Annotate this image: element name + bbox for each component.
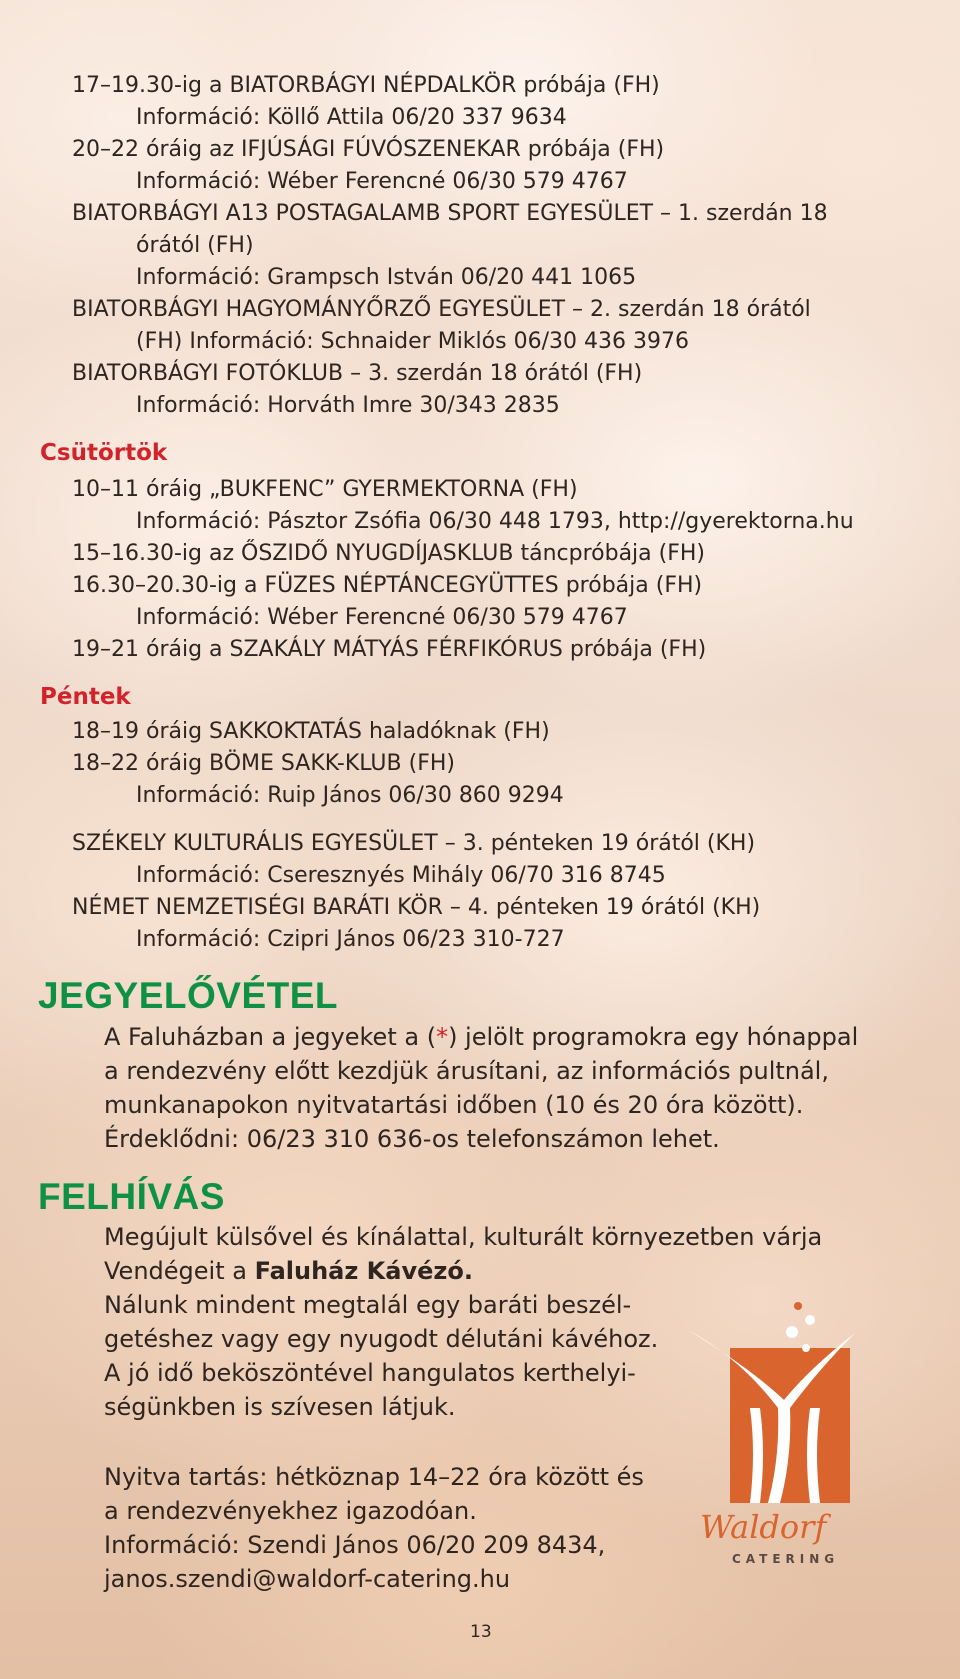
info-line: Információ: Pásztor Zsófia 06/30 448 1793, http://gyerektorna.hu [136, 509, 854, 534]
info-line: Információ: Wéber Ferencné 06/30 579 4767 [136, 605, 628, 630]
notice-line: A jó idő beköszöntével hangulatos kerthelyi- [104, 1359, 636, 1387]
star-marker: * [436, 1023, 449, 1051]
info-line: Információ: Ruip János 06/30 860 9294 [136, 783, 564, 808]
hours-line: a rendezvényekhez igazodóan. [104, 1497, 477, 1525]
notice-line: Nálunk mindent megtalál egy baráti beszél- [104, 1291, 632, 1319]
opening-hours [104, 1460, 644, 1596]
schedule-line: 15–16.30-ig az ŐSZIDŐ NYUGDÍJASKLUB táncpróbája (FH) [72, 541, 705, 566]
email-line: janos.szendi@waldorf-catering.hu [104, 1565, 511, 1593]
schedule-line: BIATORBÁGYI HAGYOMÁNYŐRZŐ EGYESÜLET – 2. szerdán 18 órától [72, 297, 811, 322]
info-line: Információ: Köllő Attila 06/20 337 9634 [136, 105, 567, 130]
schedule-line: 18–19 óráig SAKKOKTATÁS haladóknak (FH) [72, 719, 550, 744]
logo-bubble [802, 1344, 810, 1352]
tickets-heading: JEGYELŐVÉTEL [38, 975, 339, 1016]
info-line: Információ: Wéber Ferencné 06/30 579 4767 [136, 169, 628, 194]
friday-schedule-monthly [72, 828, 932, 956]
hours-line: Információ: Szendi János 06/20 209 8434, [104, 1531, 606, 1559]
logo-bubble [805, 1315, 815, 1325]
schedule-line: 18–22 óráig BÖME SAKK-KLUB (FH) [72, 751, 455, 776]
logo-bubble [794, 1302, 802, 1310]
notice-heading: FELHÍVÁS [38, 1176, 225, 1217]
page-number: 13 [470, 1622, 492, 1642]
schedule-line: 16.30–20.30-ig a FÜZES NÉPTÁNCEGYÜTTES próbája (FH) [72, 573, 703, 598]
notice-line: Vendégeit a Faluház Kávézó. [104, 1257, 473, 1285]
tickets-line: Érdeklődni: 06/23 310 636-os telefonszámon lehet. [104, 1125, 720, 1153]
schedule-line: SZÉKELY KULTURÁLIS EGYESÜLET – 3. pénteken 19 órától (KH) [72, 831, 756, 856]
schedule-line: 10–11 óráig „BUKFENC” GYERMEKTORNA (FH) [72, 477, 578, 502]
schedule-line: BIATORBÁGYI FOTÓKLUB – 3. szerdán 18 órától (FH) [72, 361, 643, 386]
friday-schedule [72, 716, 932, 812]
logo-subtitle: CATERING [732, 1552, 840, 1566]
info-line: Információ: Cseresznyés Mihály 06/70 316 8745 [136, 863, 666, 888]
tickets-line: a rendezvény előtt kezdjük árusítani, az információs pultnál, [104, 1057, 829, 1085]
wednesday-schedule [72, 70, 932, 422]
schedule-line: 19–21 óráig a SZAKÁLY MÁTYÁS FÉRFIKÓRUS próbája (FH) [72, 637, 707, 662]
schedule-line: NÉMET NEMZETISÉGI BARÁTI KÖR – 4. pénteken 19 órától (KH) [72, 895, 761, 920]
logo-bubble [786, 1326, 798, 1338]
schedule-line: 17–19.30-ig a BIATORBÁGYI NÉPDALKÖR próbája (FH) [72, 73, 660, 98]
schedule-line: 20–22 óráig az IFJÚSÁGI FÚVÓSZENEKAR próbája (FH) [72, 137, 665, 162]
thursday-schedule [72, 474, 932, 666]
tickets-first-line: A Faluházban a jegyeket a (*) jelölt programokra egy hónappal [104, 1023, 859, 1051]
tickets-paragraph [104, 1020, 858, 1156]
logo-name: Waldorf [700, 1508, 827, 1546]
info-line: Információ: Horváth Imre 30/343 2835 [136, 393, 560, 418]
schedule-line-cont: órától (FH) [136, 233, 254, 258]
day-title-thursday: Csütörtök [40, 440, 168, 466]
info-line: Információ: Czipri János 06/23 310-727 [136, 927, 565, 952]
tickets-line: munkanapokon nyitvatartási időben (10 és 20 óra között). [104, 1091, 804, 1119]
notice-line: ségünkben is szívesen látjuk. [104, 1393, 456, 1421]
info-line: (FH) Információ: Schnaider Miklós 06/30 436 3976 [136, 329, 689, 354]
schedule-line: BIATORBÁGYI A13 POSTAGALAMB SPORT EGYESÜLET – 1. szerdán 18 [72, 201, 828, 226]
hours-line: Nyitva tartás: hétköznap 14–22 óra között és [104, 1463, 644, 1491]
day-title-friday: Péntek [40, 684, 131, 710]
cafe-name: Faluház Kávézó. [254, 1257, 473, 1285]
notice-line: Megújult külsővel és kínálattal, kulturált környezetben várja [104, 1223, 823, 1251]
notice-line: getéshez vagy egy nyugodt délutáni kávéhoz. [104, 1325, 659, 1353]
info-line: Információ: Grampsch István 06/20 441 1065 [136, 265, 637, 290]
